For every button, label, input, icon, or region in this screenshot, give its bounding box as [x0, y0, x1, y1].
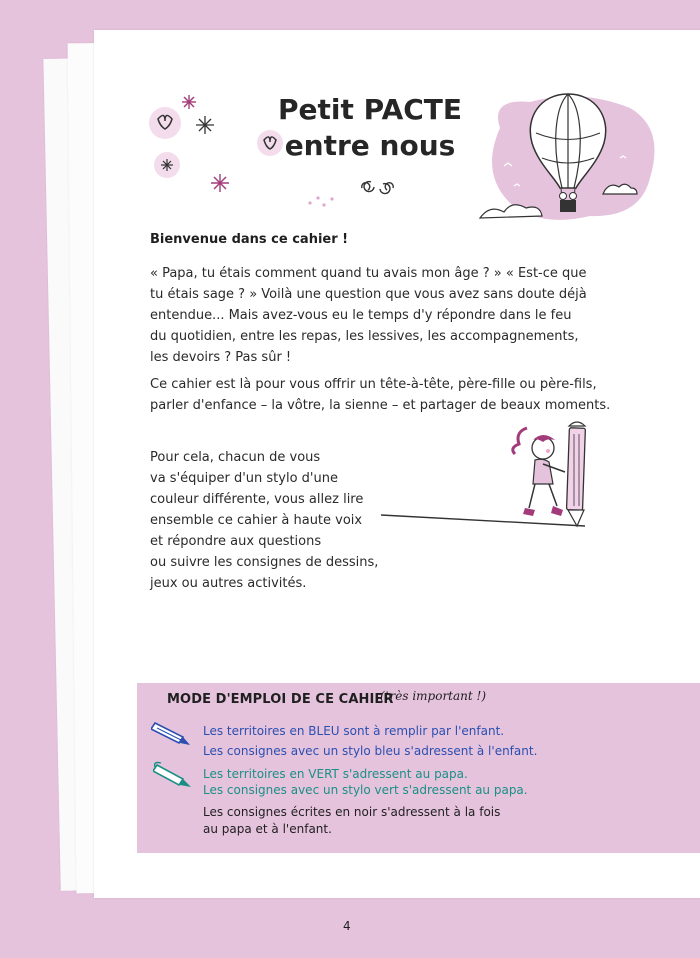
text-line: entendue... Mais avez-vous eu le temps d'y répondre dans le feu	[150, 308, 572, 323]
doodle-decorations-icon	[140, 88, 250, 208]
intro-paragraph-2	[150, 374, 650, 416]
blue-rule-line-1: Les territoires en BLEU sont à remplir par l'enfant.	[203, 724, 505, 738]
green-rule-line-1: Les territoires en VERT s'adressent au papa.	[203, 767, 468, 781]
text-line: ou suivre les consignes de dessins,	[150, 555, 379, 570]
intro-paragraph-1	[150, 263, 620, 368]
page-title	[270, 92, 470, 164]
blue-rule-line-2: Les consignes avec un stylo bleu s'adressent à l'enfant.	[203, 744, 538, 758]
instructions-note: (très important !)	[380, 689, 487, 703]
text-line: du quotidien, entre les repas, les lessives, les accompagnements,	[150, 329, 579, 344]
text-line: Ce cahier est là pour vous offrir un tête-à-tête, père-fille ou père-fils,	[150, 377, 597, 392]
title-line-2: entre nous	[284, 129, 456, 162]
blue-pencil-icon	[151, 717, 193, 747]
black-rule-line-1: Les consignes écrites en noir s'adressent à la fois	[203, 805, 501, 819]
page-number: 4	[343, 919, 351, 933]
green-pen-icon	[153, 759, 195, 789]
girl-with-pencil-illustration	[375, 418, 595, 538]
text-line: couleur différente, vous allez lire	[150, 492, 364, 507]
text-line: « Papa, tu étais comment quand tu avais mon âge ? » « Est-ce que	[150, 266, 587, 281]
text-line: Pour cela, chacun de vous	[150, 450, 321, 465]
text-line: va s'équiper d'un stylo d'une	[150, 471, 338, 486]
text-line: ensemble ce cahier à haute voix	[150, 513, 363, 528]
text-line: jeux ou autres activités.	[150, 576, 307, 591]
intro-paragraph-3	[150, 447, 390, 594]
instructions-box	[137, 683, 700, 853]
hot-air-balloon-illustration	[470, 88, 660, 248]
text-line: les devoirs ? Pas sûr !	[150, 350, 292, 365]
instructions-title: MODE D'EMPLOI DE CE CAHIER	[167, 692, 394, 707]
black-rule-line-2: au papa et à l'enfant.	[203, 822, 332, 836]
text-line: tu étais sage ? » Voilà une question que vous avez sans doute déjà	[150, 287, 587, 302]
swirl-ornament-icon	[358, 178, 398, 196]
text-line: parler d'enfance – la vôtre, la sienne – et partager de beaux moments.	[150, 398, 611, 413]
green-rule-line-2: Les consignes avec un stylo vert s'adressent au papa.	[203, 783, 528, 797]
welcome-heading: Bienvenue dans ce cahier !	[150, 232, 349, 247]
text-line: et répondre aux questions	[150, 534, 322, 549]
dots-decoration-icon	[306, 193, 336, 211]
title-line-1: Petit PACTE	[277, 93, 463, 126]
